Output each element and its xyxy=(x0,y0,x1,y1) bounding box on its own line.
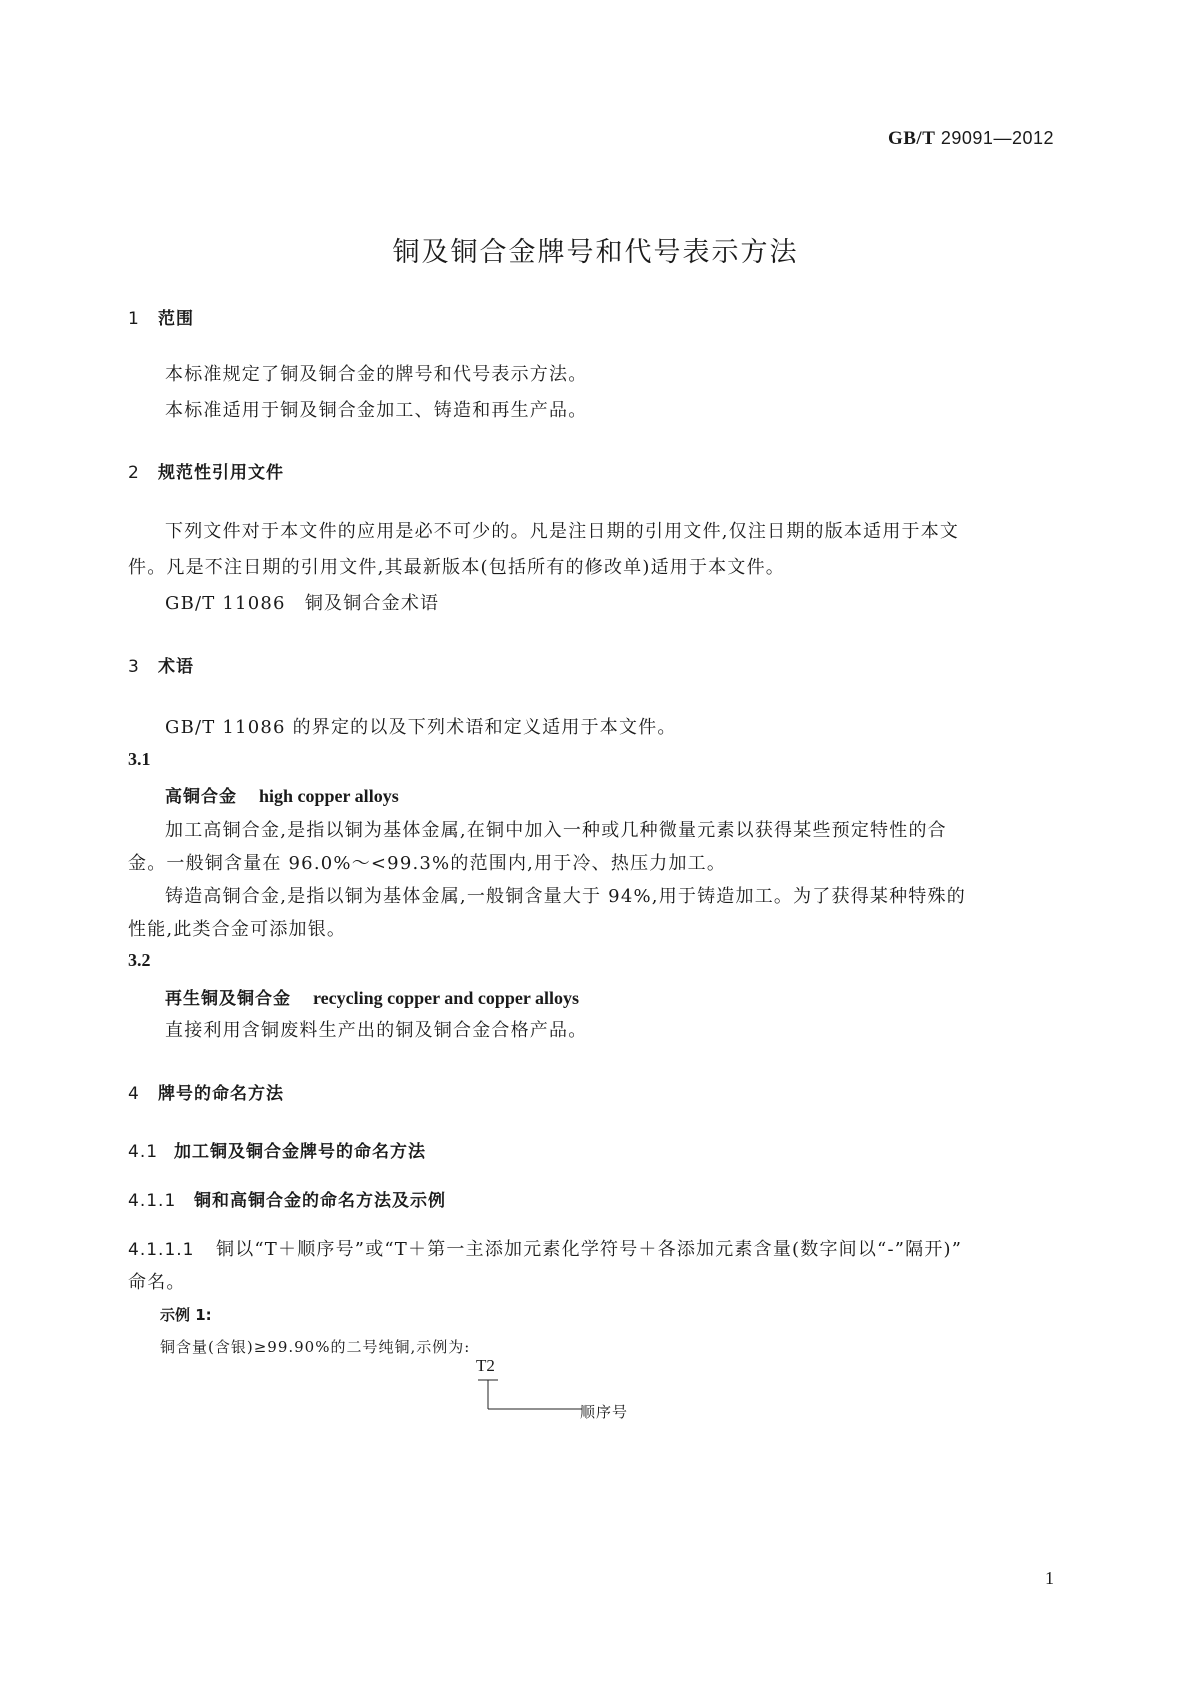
term-3-1-def-2-line-2: 性能,此类合金可添加银。 xyxy=(128,919,347,940)
section-3-intro: GB/T 11086 的界定的以及下列术语和定义适用于本文件。 xyxy=(165,717,677,738)
section-4-1-1-1-line-2: 命名。 xyxy=(128,1272,186,1293)
section-4-1-1-number: 4.1.1 xyxy=(128,1191,177,1211)
example-bracket-diagram xyxy=(476,1372,586,1414)
term-3-2-number: 3.2 xyxy=(128,950,151,970)
section-4-heading xyxy=(128,1079,284,1104)
section-4-1-1-title: 铜和高铜合金的命名方法及示例 xyxy=(194,1191,446,1211)
page-title: 铜及铜合金牌号和代号表示方法 xyxy=(392,237,799,268)
term-3-2-heading xyxy=(165,984,579,1009)
term-3-1-number: 3.1 xyxy=(128,749,151,769)
section-2-para-line-1: 下列文件对于本文件的应用是必不可少的。凡是注日期的引用文件,仅注日期的版本适用于本文 xyxy=(165,521,960,542)
term-3-1-cn: 高铜合金 xyxy=(165,787,237,807)
section-2-title: 规范性引用文件 xyxy=(158,463,284,483)
section-2-para-line-2: 件。凡是不注日期的引用文件,其最新版本(包括所有的修改单)适用于本文件。 xyxy=(128,557,785,578)
section-1-para-1: 本标准规定了铜及铜合金的牌号和代号表示方法。 xyxy=(165,364,588,385)
section-2-heading xyxy=(128,458,284,483)
section-1-heading xyxy=(128,304,194,329)
term-3-1-def-2-line-1: 铸造高铜合金,是指以铜为基体金属,一般铜含量大于 94%,用于铸造加工。为了获得某种特殊的 xyxy=(165,886,966,907)
section-4-1-1-1-number: 4.1.1.1 xyxy=(128,1240,195,1260)
term-3-2-cn: 再生铜及铜合金 xyxy=(165,989,291,1009)
page-number: 1 xyxy=(1045,1568,1054,1588)
section-4-1-heading xyxy=(128,1137,426,1162)
example-1-text: 铜含量(含银)≥99.90%的二号纯铜,示例为: xyxy=(160,1338,471,1356)
term-3-2-definition: 直接利用含铜废料生产出的铜及铜合金合格产品。 xyxy=(165,1020,588,1041)
section-4-1-title: 加工铜及铜合金牌号的命名方法 xyxy=(174,1142,426,1162)
section-4-1-1-1-line-1 xyxy=(128,1235,962,1261)
section-3-title: 术语 xyxy=(158,657,194,677)
section-4-title: 牌号的命名方法 xyxy=(158,1084,284,1104)
section-4-number: 4 xyxy=(128,1084,140,1104)
example-code: T2 xyxy=(476,1356,495,1375)
section-4-1-number: 4.1 xyxy=(128,1142,159,1162)
term-3-1-heading xyxy=(165,782,399,807)
section-3-number: 3 xyxy=(128,657,140,677)
term-3-1-def-1-line-2: 金。一般铜含量在 96.0%～<99.3%的范围内,用于冷、热压力加工。 xyxy=(128,853,727,874)
term-3-1-def-1-line-1: 加工高铜合金,是指以铜为基体金属,在铜中加入一种或几种微量元素以获得某些预定特性的合 xyxy=(165,820,947,841)
section-1-title: 范围 xyxy=(158,309,194,329)
section-3-heading xyxy=(128,652,194,677)
section-4-1-1-1-text: 铜以“T＋顺序号”或“T＋第一主添加元素化学符号＋各添加元素含量(数字间以“-”隔开)” xyxy=(216,1239,963,1260)
standard-number xyxy=(888,128,1054,150)
section-4-1-1-heading xyxy=(128,1186,446,1211)
term-3-2-en: recycling copper and copper alloys xyxy=(313,988,580,1008)
section-1-para-2: 本标准适用于铜及铜合金加工、铸造和再生产品。 xyxy=(165,400,588,421)
example-1-label: 示例 1: xyxy=(160,1306,212,1324)
standard-code: 29091—2012 xyxy=(940,128,1054,148)
term-3-1-en: high copper alloys xyxy=(259,786,399,806)
standard-prefix: GB/T xyxy=(887,128,936,149)
section-2-number: 2 xyxy=(128,463,140,483)
example-note: 顺序号 xyxy=(580,1403,629,1421)
section-1-number: 1 xyxy=(128,309,140,329)
section-2-reference: GB/T 11086 铜及铜合金术语 xyxy=(165,593,440,614)
